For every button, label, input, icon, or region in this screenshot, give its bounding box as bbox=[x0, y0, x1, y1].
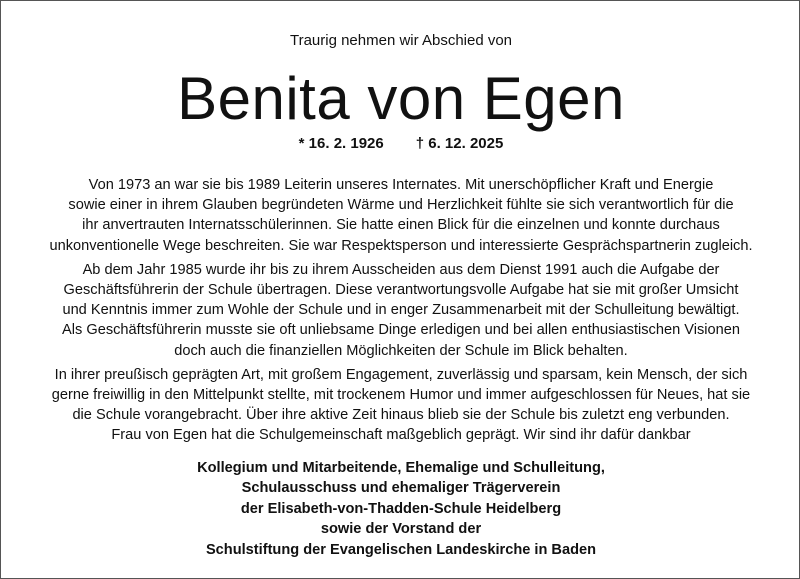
signature-line: sowie der Vorstand der bbox=[320, 521, 482, 538]
death-date: † 6. 12. 2025 bbox=[415, 135, 504, 152]
signature-line: der Elisabeth-von-Thadden-Schule Heidelberg bbox=[240, 500, 562, 517]
text-line: ihr anvertrauten Internatsschülerinnen. Sie hatte einen Blick für die einzelnen und konnte durchaus bbox=[82, 217, 720, 234]
text-line: Geschäftsführerin der Schule übertragen. Diese verantwortungsvolle Aufgabe hat sie mit großer Umsicht bbox=[63, 282, 739, 299]
deceased-name: Benita von Egen bbox=[177, 65, 625, 132]
text-line: doch auch die finanziellen Möglichkeiten der Schule im Blick behalten. bbox=[174, 342, 628, 359]
text-line: sowie einer in ihrem Glauben begründeten Wärme und Herzlichkeit fühlte sie sich verantwortlich für die bbox=[68, 197, 734, 214]
paragraph-3 bbox=[21, 365, 781, 446]
signature-line: Schulausschuss und ehemaliger Trägerverein bbox=[241, 480, 561, 497]
text-line: Frau von Egen hat die Schulgemeinschaft maßgeblich geprägt. Wir sind ihr dafür dankbar bbox=[111, 427, 691, 444]
paragraph-2 bbox=[21, 260, 781, 361]
signature-line: Kollegium und Mitarbeitende, Ehemalige und Schulleitung, bbox=[197, 460, 605, 476]
paragraph-1 bbox=[21, 175, 781, 256]
birth-date: * 16. 2. 1926 bbox=[298, 135, 384, 152]
intro-line: Traurig nehmen wir Abschied von bbox=[289, 32, 513, 49]
text-line: Ab dem Jahr 1985 wurde ihr bis zu ihrem Ausscheiden aus dem Dienst 1991 auch die Aufgabe der bbox=[82, 261, 720, 278]
text-line: gerne freiwillig in den Mittelpunkt stellte, mit trockenem Humor und immer aufgeschlossen für Neues, hat sie bbox=[51, 387, 751, 404]
life-dates bbox=[1, 134, 800, 154]
text-line: Von 1973 an war sie bis 1989 Leiterin unseres Internates. Mit unerschöpflicher Kraft und Energie bbox=[88, 177, 714, 193]
signature-line: Schulstiftung der Evangelischen Landeskirche in Baden bbox=[205, 541, 597, 558]
text-line: Als Geschäftsführerin musste sie oft unliebsame Dinge erledigen und bei allen enthusiastischen Visionen bbox=[62, 322, 740, 339]
obituary-text bbox=[21, 175, 781, 450]
text-line: die Schule vorangebracht. Über ihre aktive Zeit hinaus blieb sie der Schule bis zuletzt eng verbunden. bbox=[72, 407, 730, 424]
signature-block bbox=[1, 458, 800, 560]
text-line: und Kenntnis immer zum Wohle der Schule und in enger Zusammenarbeit mit der Schulleitung bewältigt. bbox=[62, 302, 740, 319]
text-line: In ihrer preußisch geprägten Art, mit großem Engagement, zuverlässig und sparsam, kein Mensch, der sich bbox=[54, 366, 748, 383]
text-line: unkonventionelle Wege beschreiten. Sie war Respektsperson und interessierte Gesprächspartnerin zugleich. bbox=[49, 237, 753, 254]
